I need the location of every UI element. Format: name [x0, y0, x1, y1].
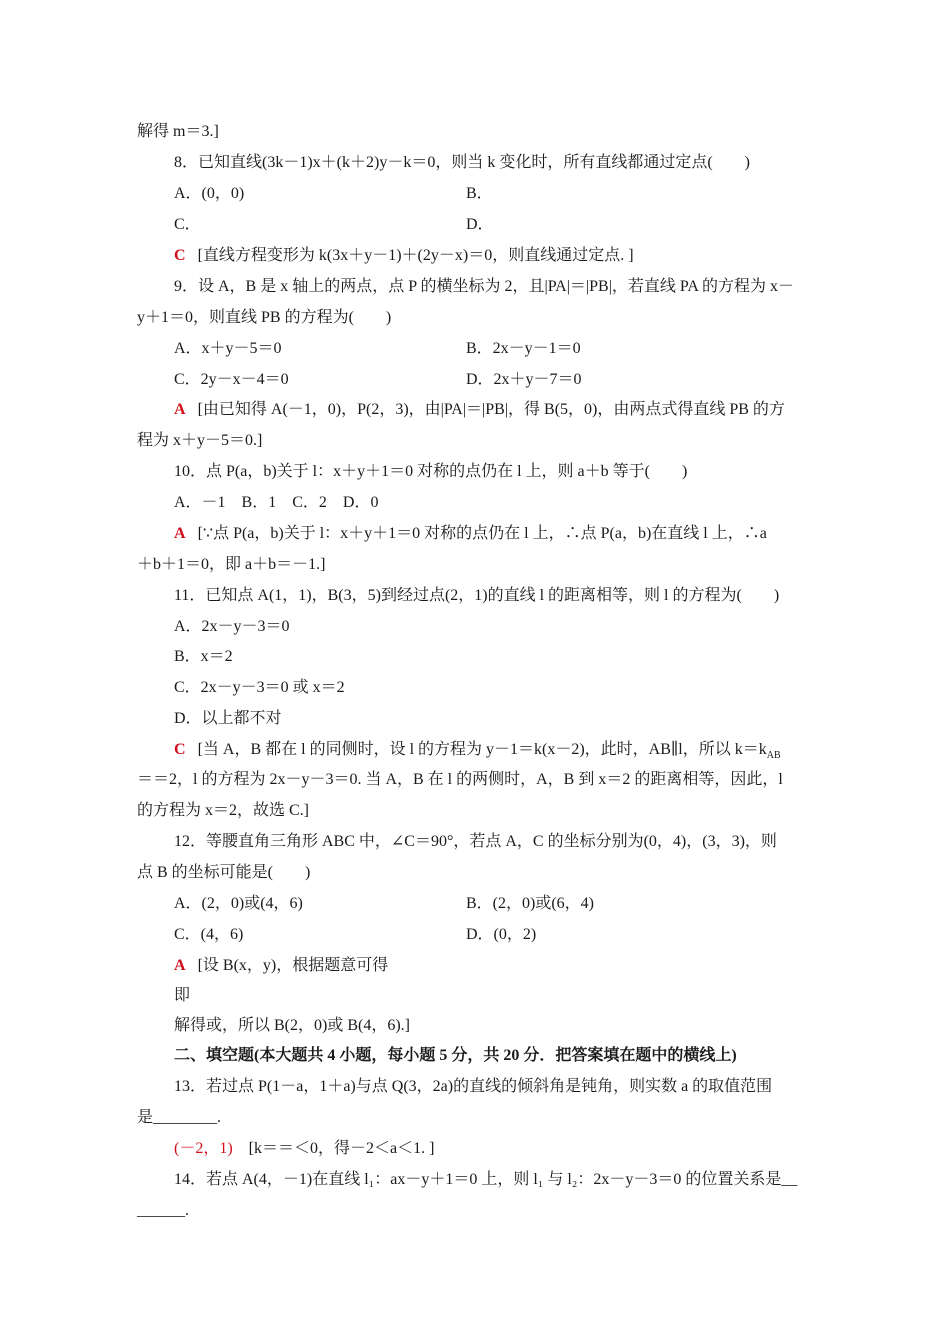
answer-12 — [174, 955, 388, 977]
options-10: A．－1 B．1 C．2 D．0 — [174, 494, 379, 511]
option-c: C．2x－y－3＝0 或 x＝2 — [174, 679, 345, 696]
answer-letter: C — [174, 741, 186, 758]
answer-explanation: [直线方程变形为 k(3x＋y－1)＋(2y－x)＝0，则直线通过定点. ] — [197, 247, 634, 264]
question-13-cont: 是________. — [137, 1109, 222, 1126]
answer-explanation: [∵点 P(a，b)关于 l：x＋y＋1＝0 对称的点仍在 l 上，∴点 P(a，b)在直线 l 上，∴a — [197, 525, 767, 542]
question-9: 9．设 A，B 是 x 轴上的两点，点 P 的横坐标为 2，且|PA|＝|PB|，若直线 PA 的方程为 x－ — [174, 278, 795, 295]
question-9-cont: y＋1＝0，则直线 PB 的方程为( ) — [137, 309, 392, 326]
option-b: B．2x－y－1＝0 — [466, 340, 581, 357]
question-14: 14．若点 A(4，－1)在直线 l₁：ax－y＋1＝0 上，则 l₁ 与 l₂：2x－y－3＝0 的位置关系是__ — [174, 1171, 798, 1188]
question-12-cont: 点 B 的坐标可能是( ) — [137, 864, 311, 881]
option-a: A．2x－y－3＝0 — [174, 618, 290, 635]
option-d: D．以上都不对 — [174, 710, 282, 727]
answer-9-cont: 程为 x＋y－5＝0.] — [137, 432, 263, 449]
option-c: C．2y－x－4＝0 — [174, 371, 289, 388]
option-a: A．(2，0)或(4，6) — [174, 895, 303, 912]
answer-11-cont: ＝＝2，l 的方程为 2x－y－3＝0. 当 A，B 在 l 的两侧时，A，B 到 x＝2 的距离相等，因此，l — [137, 771, 783, 788]
option-b: B．(2，0)或(6，4) — [466, 895, 594, 912]
answer-10-cont: ＋b＋1＝0，即 a＋b＝－1.] — [137, 556, 326, 573]
option-b: B． — [466, 185, 493, 202]
question-13: 13．若过点 P(1－a，1＋a)与点 Q(3，2a)的直线的倾斜角是钝角，则实数 a 的取值范围 — [174, 1078, 773, 1095]
option-a: A．x＋y－5＝0 — [174, 340, 282, 357]
text-line: 解得 m＝3.] — [137, 123, 219, 140]
question-8: 8．已知直线(3k－1)x＋(k＋2)y－k＝0，则当 k 变化时，所有直线都通过定点( ) — [174, 154, 750, 171]
answer-value: (－2，1) — [174, 1140, 233, 1157]
question-14-cont: ______. — [137, 1202, 189, 1219]
answer-letter: A — [174, 525, 186, 542]
question-12: 12．等腰直角三角形 ABC 中，∠C＝90°，若点 A，C 的坐标分别为(0，4)，(3，3)，则 — [174, 833, 777, 850]
answer-explanation: [由已知得 A(－1，0)，P(2，3)，由|PA|＝|PB|，得 B(5，0)，由两点式得直线 PB 的方 — [197, 401, 785, 418]
section-heading: 二、填空题(本大题共 4 小题，每小题 5 分，共 20 分．把答案填在题中的横线上) — [174, 1047, 737, 1064]
answer-8 — [174, 245, 634, 267]
answer-letter: C — [174, 247, 186, 264]
option-d: D． — [466, 216, 494, 233]
answer-13 — [174, 1138, 434, 1160]
answer-explanation: [k＝＝＜0，得－2＜a＜1. ] — [248, 1140, 435, 1157]
answer-12-cont: 即 — [174, 987, 191, 1004]
option-d: D．(0，2) — [466, 926, 537, 943]
answer-9 — [174, 399, 785, 421]
answer-11-cont2: 的方程为 x＝2，故选 C.] — [137, 802, 310, 819]
answer-12-cont2: 解得或，所以 B(2，0)或 B(4，6).] — [174, 1017, 410, 1034]
option-a: A．(0，0) — [174, 185, 245, 202]
subscript: AB — [766, 750, 781, 762]
option-b: B．x＝2 — [174, 648, 233, 665]
answer-10 — [174, 523, 767, 545]
answer-explanation: [当 A，B 都在 l 的同侧时，设 l 的方程为 y－1＝k(x－2)，此时，AB∥l，所以 k＝k — [197, 741, 767, 758]
question-11: 11．已知点 A(1，1)，B(3，5)到经过点(2，1)的直线 l 的距离相等，则 l 的方程为( ) — [174, 587, 780, 604]
answer-letter: A — [174, 957, 186, 974]
answer-letter: A — [174, 401, 186, 418]
answer-explanation: [设 B(x，y)，根据题意可得 — [197, 957, 389, 974]
question-10: 10．点 P(a，b)关于 l：x＋y＋1＝0 对称的点仍在 l 上，则 a＋b 等于( ) — [174, 463, 688, 480]
option-c: C．(4，6) — [174, 926, 244, 943]
option-d: D．2x＋y－7＝0 — [466, 371, 582, 388]
option-c: C． — [174, 216, 201, 233]
answer-11 — [174, 739, 781, 767]
